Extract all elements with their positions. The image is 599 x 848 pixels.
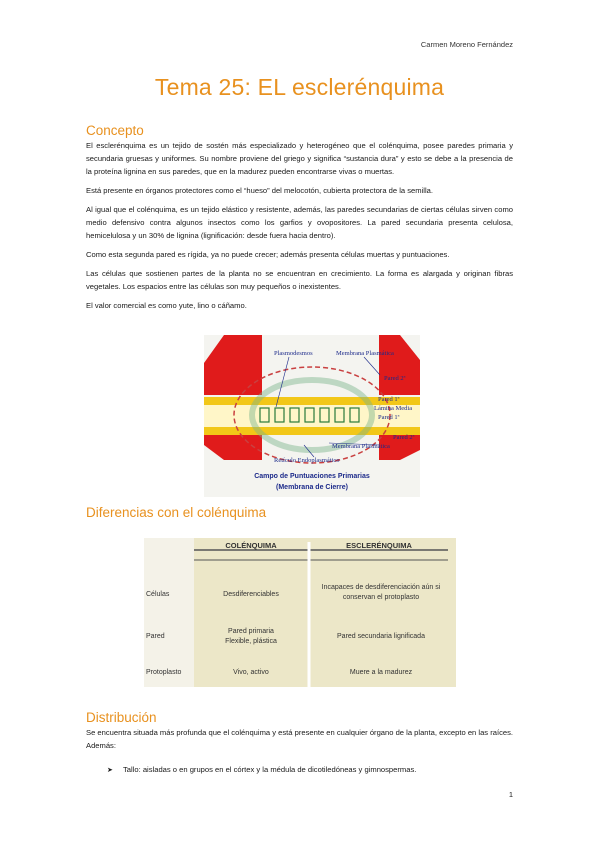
label-pared1-top: Pared 1ª [378, 396, 400, 403]
concepto-paragraph-5: Las células que sostienen partes de la planta no se encuentran en crecimiento. La forma es alargada y originan fibras vegetales. Los espacios entre las células son muy pequeños o inexistentes. [86, 269, 513, 291]
figure1-caption-line2: (Membrana de Cierre) [276, 484, 348, 491]
heading-diferencias: Diferencias con el colénquima [86, 505, 267, 520]
concepto-body [86, 139, 513, 318]
author-name: Carmen Moreno Fernández [420, 40, 513, 49]
label-membrana-top: Membrana Plasmática [336, 350, 394, 357]
arrow-bullet-icon: ➤ [107, 767, 113, 774]
table-cell-protoplasto-col2: Muere a la madurez [349, 669, 413, 676]
label-membrana-bottom: Membrana Plasmática [332, 443, 390, 450]
concepto-paragraph-6: El valor comercial es como yute, lino o cáñamo. [86, 301, 247, 310]
table-row-label-celulas: Células [146, 591, 170, 598]
table-cell-celulas-col1: Desdiferenciables [223, 591, 279, 598]
table-cell-pared-col1a: Pared primaria [228, 628, 274, 635]
table-header-colenquima: COLÉNQUIMA [225, 541, 277, 550]
page-number: 1 [508, 790, 513, 799]
concepto-paragraph-2: Está presente en órganos protectores como el “hueso” del melocotón, cubierta protectora de la semilla. [86, 186, 433, 195]
table-cell-pared-col2: Pared secundaria lignificada [337, 633, 425, 640]
label-pared2-bottom: Pared 2ª [393, 434, 415, 441]
table-row-label-protoplasto: Protoplasto [146, 669, 182, 676]
label-pared2-top: Pared 2ª [384, 375, 406, 382]
pit-field-diagram [204, 335, 420, 497]
concepto-paragraph-4: Como esta segunda pared es rígida, ya no puede crecer; además presenta células muertas y puntuaciones. [86, 250, 450, 259]
label-plasmodesmos: Plasmodesmos [274, 350, 313, 357]
label-pared1-bottom: Pared 1ª [378, 414, 400, 421]
label-reticulo: Retículo Endoplasmático [274, 457, 340, 464]
document-title: Tema 25: EL esclerénquima [154, 74, 445, 100]
concepto-paragraph-3: Al igual que el colénquima, es un tejido elástico y resistente, además, las paredes secundarias de ciertas células sirven como medio defensivo contra algunos insectos como los garfios y ovopositores. La pared secundaria presenta celulosa, hemicelulosa y un 30% de lignina (lignificación: desde fuera hacia dentro). [86, 205, 513, 240]
heading-distribucion: Distribución [86, 710, 157, 725]
table-row-label-pared: Pared [146, 633, 165, 640]
table-cell-celulas-col2a: Incapaces de desdiferenciación aún si [321, 584, 441, 591]
distribucion-paragraph: Se encuentra situada más profunda que el colénquima y está presente en cualquier órgano de la planta, excepto en las raíces. Además: [86, 728, 513, 750]
label-lamina: Lámina Media [374, 405, 413, 412]
table-cell-protoplasto-col1: Vivo, activo [233, 669, 269, 676]
comparison-table-image [144, 538, 456, 687]
heading-concepto: Concepto [86, 123, 144, 138]
figure1-caption-line1: Campo de Puntuaciones Primarias [254, 473, 370, 480]
distribucion-bullet-text: Tallo: aisladas o en grupos en el córtex y la médula de dicotiledóneas y gimnospermas. [123, 765, 417, 774]
concepto-paragraph-1: El esclerénquima es un tejido de sostén más especializado y heterogéneo que el colénquima, posee paredes primaria y secundaria gruesas y uniformes. Su nombre proviene del griego y significa “sustancia dura” y esto se debe a la presencia de la proteína lignina en sus paredes, que en la madurez pueden encontrarse vivas o muertas. [86, 141, 513, 176]
table-cell-celulas-col2b: conservan el protoplasto [342, 594, 420, 601]
table-header-esclerenquima: ESCLERÉNQUIMA [346, 541, 412, 550]
distribucion-bullet-1 [107, 765, 416, 774]
table-cell-pared-col1b: Flexible, plástica [225, 638, 277, 645]
